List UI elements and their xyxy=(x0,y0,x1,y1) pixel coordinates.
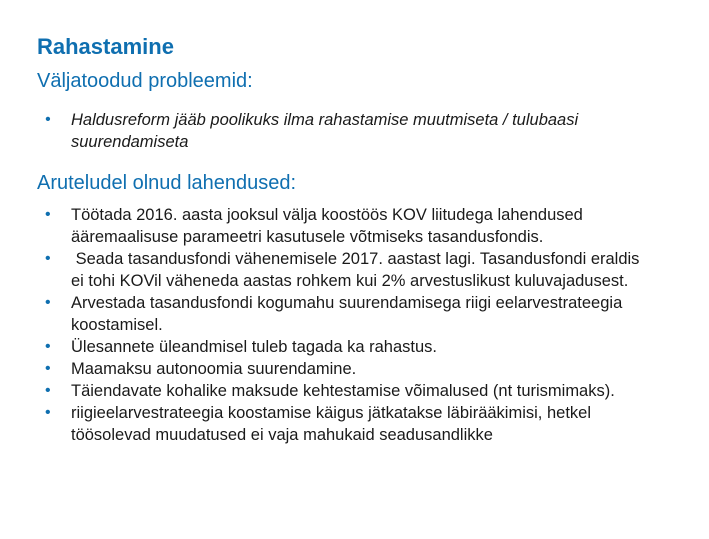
list-item xyxy=(45,248,655,292)
list-item-text: Töötada 2016. aasta jooksul välja koostöös KOV liitudega lahendused ääremaalisuse parameetri kasutusele võtmiseks tasandusfondis. xyxy=(71,206,583,246)
solutions-list xyxy=(45,204,655,446)
bullet-icon: • xyxy=(45,111,51,128)
solutions-heading: Aruteludel olnud lahendused: xyxy=(37,172,297,194)
bullet-icon: • xyxy=(45,294,51,311)
bullet-icon: • xyxy=(45,404,51,421)
bullet-icon: • xyxy=(45,360,51,377)
slide-title: Rahastamine xyxy=(37,34,174,59)
list-item xyxy=(45,358,655,380)
bullet-icon: • xyxy=(45,382,51,399)
list-item-text: riigieelarvestrateegia koostamise käigus jätkatakse läbirääkimisi, hetkel töösolevad muudatused ei vaja mahukaid seadusandlikke xyxy=(71,404,591,444)
list-item xyxy=(45,109,655,153)
list-item-text: Täiendavate kohalike maksude kehtestamise võimalused (nt turismimaks). xyxy=(71,382,615,400)
list-item-text: Arvestada tasandusfondi kogumahu suurendamisega riigi eelarvestrateegia koostamisel. xyxy=(71,294,623,334)
problems-list xyxy=(45,109,655,153)
list-item xyxy=(45,402,655,446)
list-item xyxy=(45,204,655,248)
bullet-icon: • xyxy=(45,338,51,355)
list-item-text: Seada tasandusfondi vähenemisele 2017. aastast lagi. Tasandusfondi eraldis ei tohi KOVil väheneda aastas rohkem kui 2% arvestuslikust kuluvajadusest. xyxy=(71,250,645,290)
list-item xyxy=(45,380,655,402)
list-item xyxy=(45,336,655,358)
list-item-text: Haldusreform jääb poolikuks ilma rahastamise muutmiseta / tulubaasi suurendamiseta xyxy=(71,111,579,151)
bullet-icon: • xyxy=(45,206,51,223)
list-item xyxy=(45,292,655,336)
bullet-icon: • xyxy=(45,250,51,267)
problems-heading: Väljatoodud probleemid: xyxy=(37,70,253,92)
list-item-text: Ülesannete üleandmisel tuleb tagada ka rahastus. xyxy=(71,338,437,356)
list-item-text: Maamaksu autonoomia suurendamine. xyxy=(71,360,357,378)
